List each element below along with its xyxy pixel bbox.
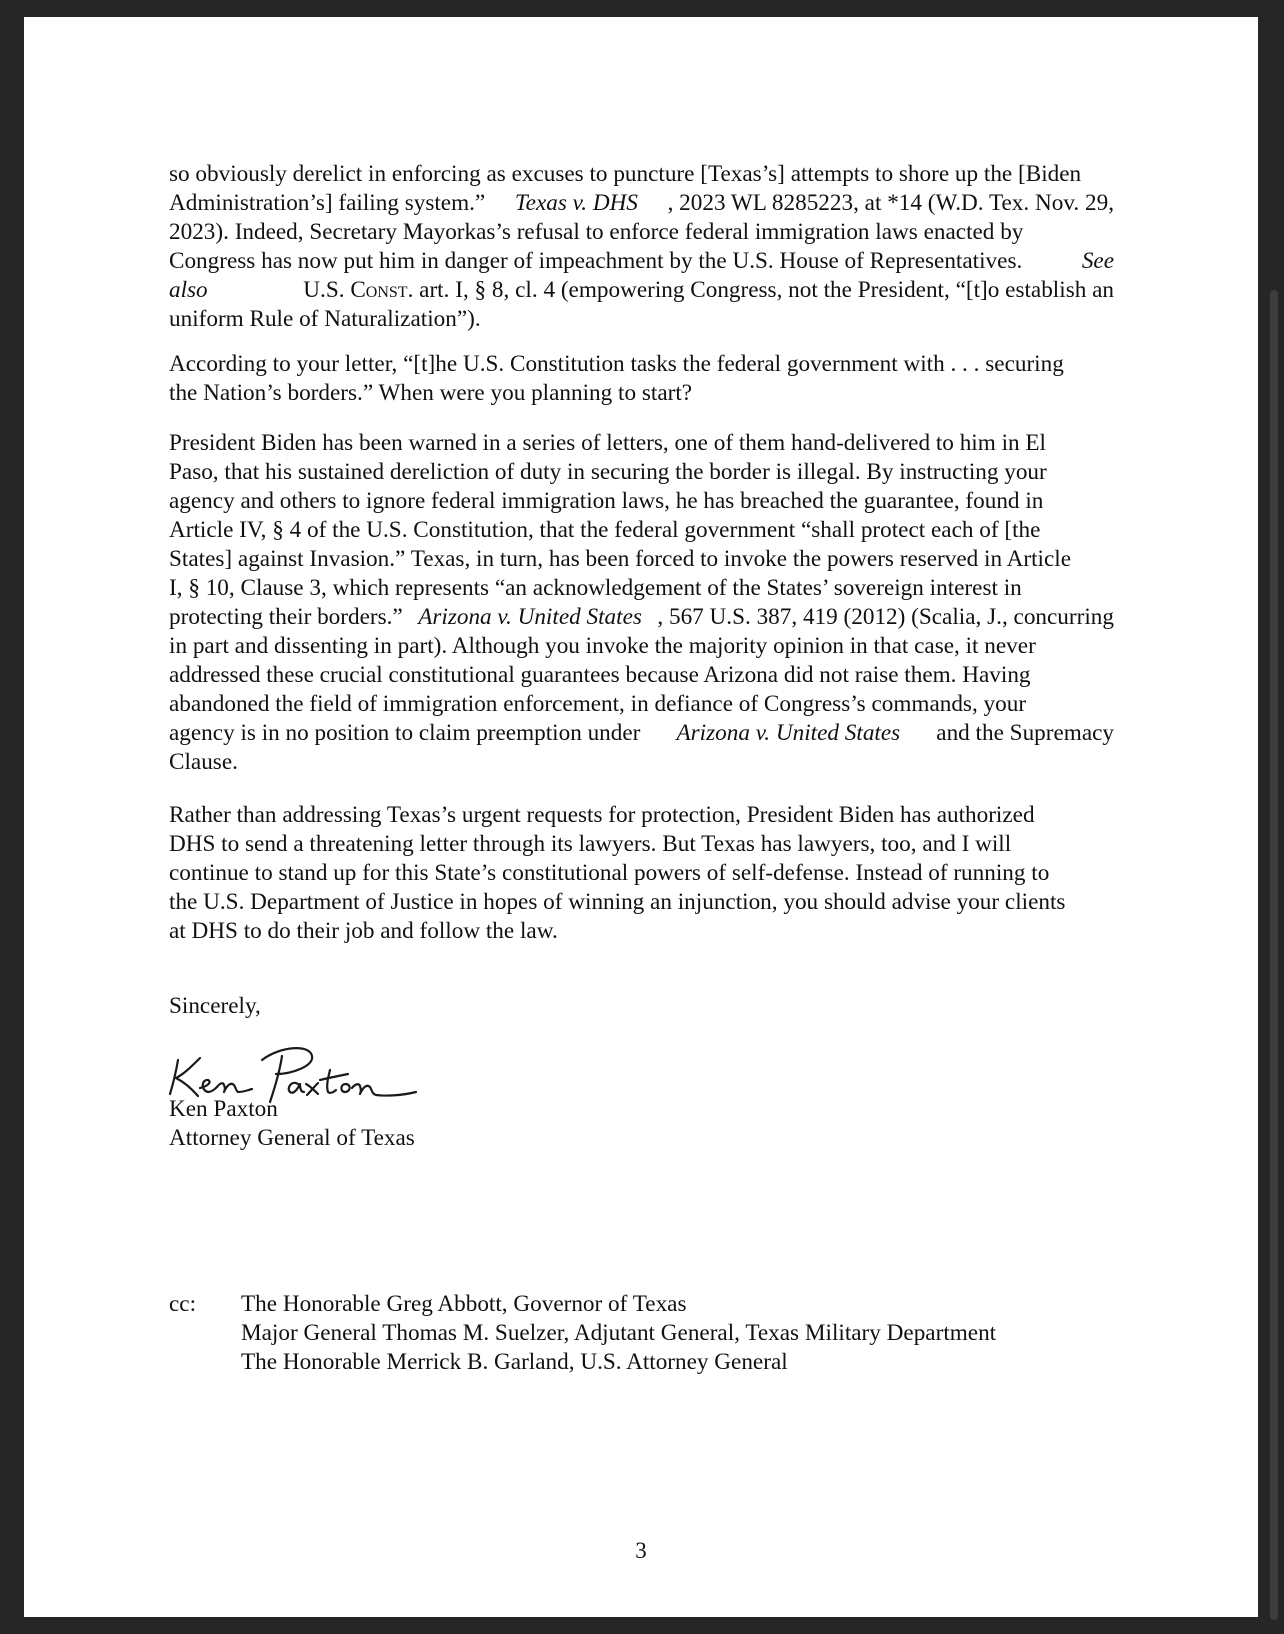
text-line: and the Supremacy bbox=[936, 720, 1114, 746]
closing: Sincerely, bbox=[169, 993, 261, 1019]
text-line: continue to stand up for this State’s constitutional powers of self-defense. Instead of running to bbox=[169, 860, 1050, 886]
text-line: Paso, that his sustained dereliction of duty in securing the border is illegal. By instructing your bbox=[169, 459, 1047, 485]
text-line: the U.S. Department of Justice in hopes of winning an injunction, you should advise your clients bbox=[169, 889, 1066, 915]
text-line: , 567 U.S. 387, 419 (2012) (Scalia, J., concurring bbox=[657, 604, 1114, 630]
signer-name: Ken Paxton bbox=[169, 1096, 278, 1122]
constitution-abbrev: Const bbox=[350, 277, 408, 303]
paragraph-4 bbox=[169, 801, 1114, 946]
paragraph-3 bbox=[169, 429, 1114, 777]
paragraph-2 bbox=[169, 350, 1114, 408]
case-citation: Texas v. DHS bbox=[514, 190, 638, 216]
text-line: uniform Rule of Naturalization”). bbox=[169, 306, 481, 332]
text-line: protecting their borders.” bbox=[169, 604, 403, 630]
text-line: at DHS to do their job and follow the law. bbox=[169, 918, 558, 944]
text-line: agency and others to ignore federal immigration laws, he has breached the guarantee, found in bbox=[169, 488, 1044, 514]
text-line: , 2023 WL 8285223, at *14 (W.D. Tex. Nov. 29, bbox=[667, 190, 1114, 216]
text-line: 2023). Indeed, Secretary Mayorkas’s refusal to enforce federal immigration laws enacted by bbox=[169, 219, 1024, 245]
text-line: abandoned the field of immigration enforcement, in defiance of Congress’s commands, your bbox=[169, 691, 1027, 717]
text-line: Congress has now put him in danger of impeachment by the U.S. House of Representatives. bbox=[169, 248, 1023, 274]
text-fragment: U.S. bbox=[303, 277, 345, 303]
letter-page bbox=[24, 17, 1258, 1617]
cc-recipient: The Honorable Greg Abbott, Governor of Texas bbox=[241, 1291, 687, 1317]
case-citation: Arizona v. United States bbox=[418, 604, 642, 630]
cc-recipient: The Honorable Merrick B. Garland, U.S. Attorney General bbox=[241, 1349, 788, 1375]
cc-recipient: Major General Thomas M. Suelzer, Adjutant General, Texas Military Department bbox=[241, 1320, 997, 1346]
vertical-scrollbar[interactable] bbox=[1270, 290, 1278, 1620]
text-line: in part and dissenting in part). Although you invoke the majority opinion in that case, it never bbox=[169, 633, 1036, 659]
text-line: President Biden has been warned in a series of letters, one of them hand-delivered to him in El bbox=[169, 430, 1047, 456]
text-line: agency is in no position to claim preemption under bbox=[169, 720, 641, 746]
text-line: According to your letter, “[t]he U.S. Constitution tasks the federal government with . . . securing bbox=[169, 351, 1064, 377]
cc-label: cc: bbox=[169, 1291, 197, 1317]
text-line: States] against Invasion.” Texas, in turn, has been forced to invoke the powers reserved in Article bbox=[169, 546, 1071, 572]
text-line: Rather than addressing Texas’s urgent requests for protection, President Biden has authorized bbox=[169, 802, 1035, 828]
page-number: 3 bbox=[635, 1538, 647, 1563]
text-line: so obviously derelict in enforcing as excuses to puncture [Texas’s] attempts to shore up the [Biden bbox=[169, 161, 1082, 187]
text-line: DHS to send a threatening letter through its lawyers. But Texas has lawyers, too, and I will bbox=[169, 831, 1012, 857]
citation-signal: also bbox=[169, 277, 208, 303]
text-line: Article IV, § 4 of the U.S. Constitution, that the federal government “shall protect each of [the bbox=[169, 517, 1041, 543]
text-line: the Nation’s borders.” When were you planning to start? bbox=[169, 380, 693, 406]
case-citation: Arizona v. United States bbox=[676, 720, 901, 746]
text-fragment: . art. I, § 8, cl. 4 (empowering Congress, not the President, “[t]o establish an bbox=[407, 277, 1114, 303]
signer-title: Attorney General of Texas bbox=[169, 1125, 415, 1151]
text-line: addressed these crucial constitutional guarantees because Arizona did not raise them. Having bbox=[169, 662, 1031, 688]
cc-recipients bbox=[241, 1290, 996, 1377]
text-line: Administration’s] failing system.” bbox=[169, 190, 486, 216]
citation-signal: See bbox=[1081, 248, 1114, 274]
text-line: I, § 10, Clause 3, which represents “an acknowledgement of the States’ sovereign interest in bbox=[169, 575, 1022, 601]
text-line: Clause. bbox=[169, 749, 238, 775]
paragraph-1 bbox=[169, 160, 1114, 334]
